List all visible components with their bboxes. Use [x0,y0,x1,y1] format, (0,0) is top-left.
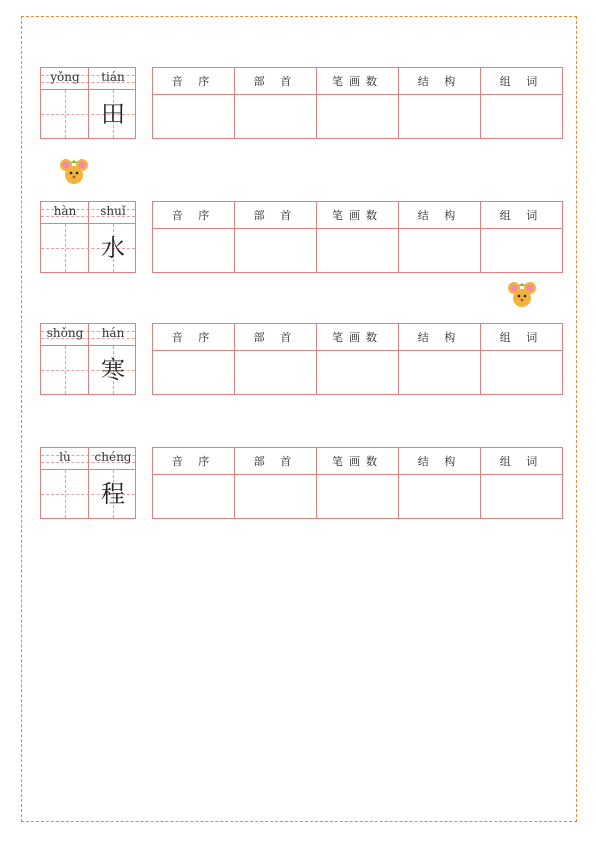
pinyin-left: yǒng [50,70,80,84]
character: 程 [101,480,125,508]
character: 寒 [101,356,125,384]
answer-cell[interactable] [317,95,399,139]
info-table [152,447,563,519]
header-yinxu: 音 序 [153,202,235,229]
header-zuci: 组 词 [481,202,563,229]
character: 田 [101,100,125,128]
pinyin-right: tián [101,70,125,84]
header-bihuashu: 笔画数 [317,202,399,229]
exercise-row-2 [0,201,596,281]
answer-cell[interactable] [399,351,481,395]
header-jiegou: 结 构 [399,324,481,351]
answer-cell[interactable] [153,475,235,519]
header-jiegou: 结 构 [399,68,481,95]
answer-cell[interactable] [399,95,481,139]
answer-cell[interactable] [317,475,399,519]
header-jiegou: 结 构 [399,448,481,475]
answer-cell[interactable] [481,351,563,395]
header-bushou: 部 首 [235,448,317,475]
answer-cell[interactable] [153,229,235,273]
answer-cell[interactable] [399,475,481,519]
pinyin-right: chéng [94,450,132,464]
answer-cell[interactable] [235,351,317,395]
mouse-icon [58,157,90,189]
pinyin-left: hàn [53,204,77,218]
pinyin-right: hán [101,326,125,340]
header-bushou: 部 首 [235,202,317,229]
exercise-row-1 [0,67,596,147]
header-bushou: 部 首 [235,324,317,351]
answer-cell[interactable] [235,475,317,519]
answer-cell[interactable] [481,229,563,273]
answer-cell[interactable] [317,351,399,395]
header-yinxu: 音 序 [153,324,235,351]
tian-grid [40,201,136,273]
tian-grid [40,323,136,395]
info-table [152,201,563,273]
answer-cell[interactable] [235,229,317,273]
answer-cell[interactable] [153,95,235,139]
header-bihuashu: 笔画数 [317,324,399,351]
mouse-icon [506,280,538,312]
header-jiegou: 结 构 [399,202,481,229]
header-zuci: 组 词 [481,324,563,351]
answer-cell[interactable] [235,95,317,139]
answer-cell[interactable] [399,229,481,273]
header-yinxu: 音 序 [153,68,235,95]
info-table [152,67,563,139]
header-yinxu: 音 序 [153,448,235,475]
answer-cell[interactable] [481,475,563,519]
header-bihuashu: 笔画数 [317,68,399,95]
pinyin-left: shǒng [46,326,84,340]
answer-cell[interactable] [153,351,235,395]
exercise-row-3 [0,323,596,403]
answer-cell[interactable] [317,229,399,273]
header-zuci: 组 词 [481,68,563,95]
tian-grid [40,447,136,519]
tian-grid [40,67,136,139]
info-table [152,323,563,395]
header-bihuashu: 笔画数 [317,448,399,475]
header-zuci: 组 词 [481,448,563,475]
exercise-row-4 [0,447,596,527]
header-bushou: 部 首 [235,68,317,95]
answer-cell[interactable] [481,95,563,139]
pinyin-left: lù [59,450,71,464]
pinyin-right: shuǐ [100,204,126,218]
character: 水 [101,234,125,262]
